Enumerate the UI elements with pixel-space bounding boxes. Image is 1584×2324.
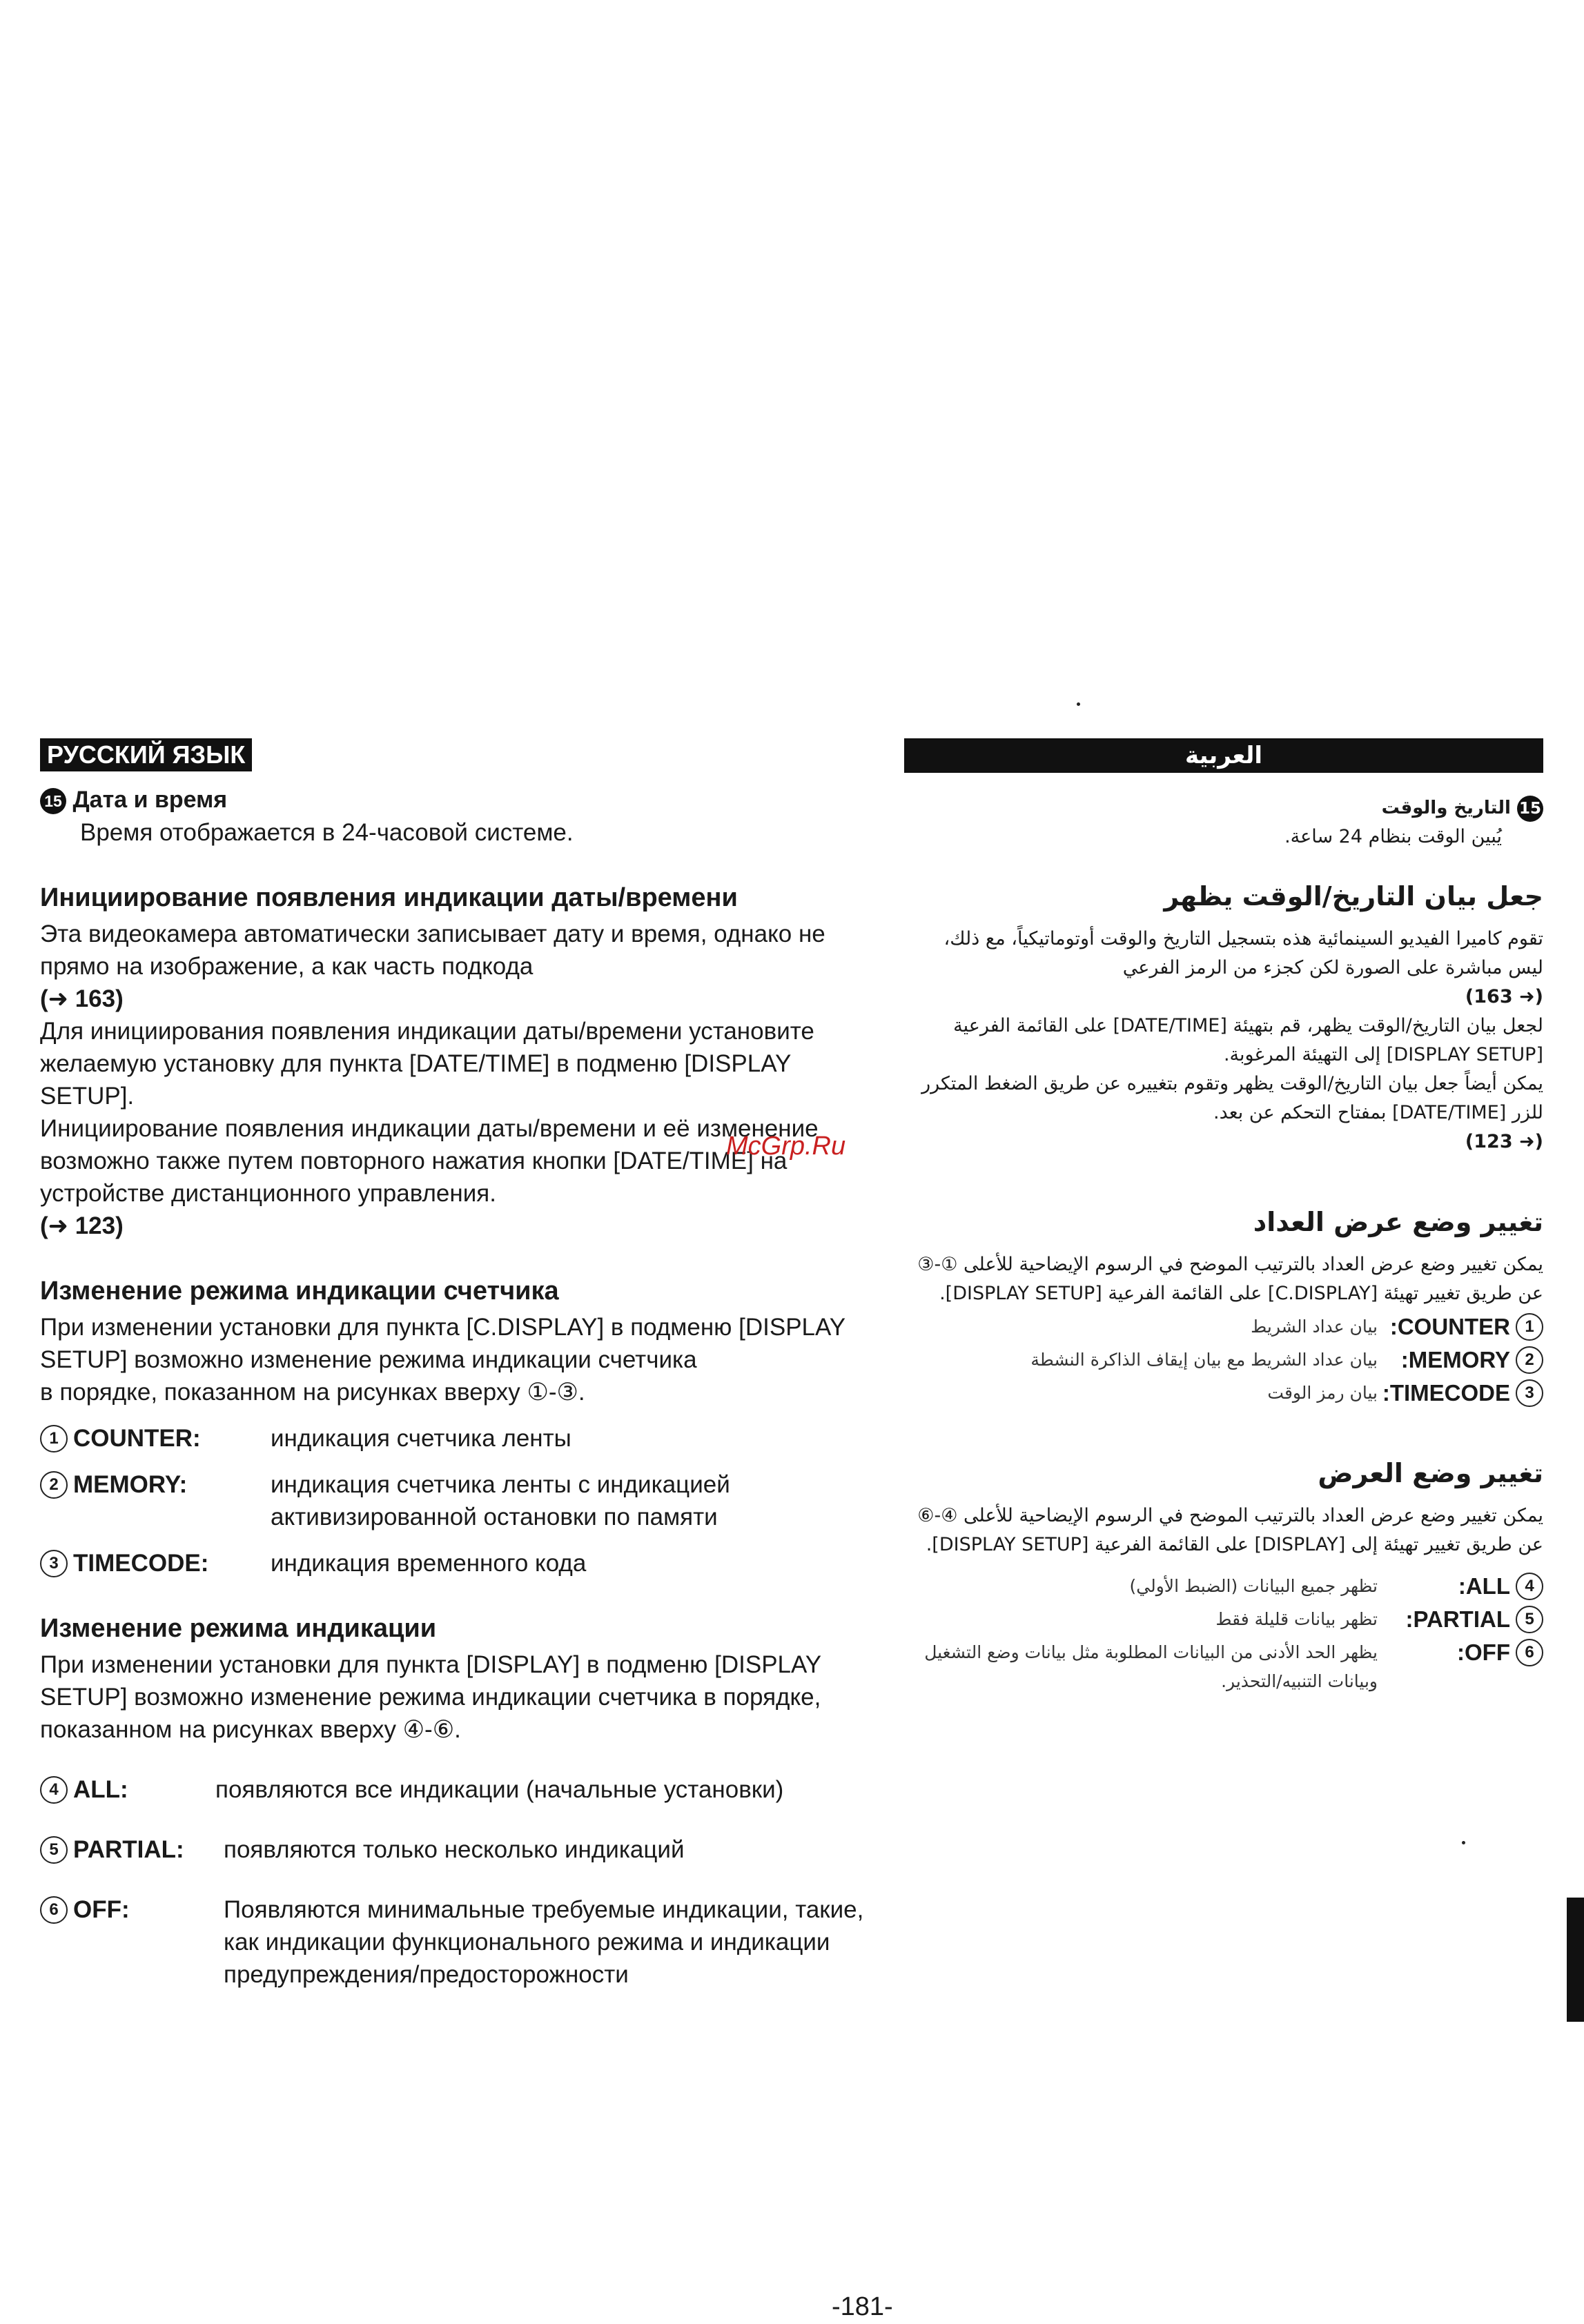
- option-label: OFF:: [1457, 1639, 1510, 1665]
- option-description: появляются только несколько индикаций: [224, 1836, 685, 1863]
- option-label: MEMORY:: [1400, 1347, 1510, 1372]
- watermark-text: McGrp.Ru: [726, 1132, 846, 1161]
- option-label: COUNTER:: [73, 1425, 201, 1452]
- section-heading-display: تغيير وضع العرض: [1318, 1458, 1543, 1488]
- circled-number: 2: [1516, 1346, 1543, 1374]
- option-item: [40, 1468, 868, 1533]
- section-heading-datetime: Инициирование появления индикации даты/времени: [40, 883, 738, 912]
- option-label: TIMECODE:: [73, 1550, 209, 1577]
- option-label: TIMECODE:: [1382, 1380, 1510, 1406]
- paragraph-text: يمكن تغيير وضع عرض العداد بالترتيب الموضح في الرسوم الإيضاحية للأعلى ①-③ عن طريق تغيير تهيئة [C.DISPLAY] على القائمة الفرعية [DISPLAY SETUP].: [917, 1254, 1543, 1304]
- item-15-text: يُبين الوقت بنظام 24 ساعة.: [1284, 826, 1502, 847]
- item-number-badge: 15: [40, 788, 66, 814]
- page-reference: (➜ 123): [1465, 1131, 1543, 1152]
- option-description: индикация счетчика ленты: [271, 1425, 571, 1452]
- circled-number: 5: [40, 1836, 68, 1864]
- option-description: индикация счетчика ленты с индикацией активизированной остановки по памяти: [271, 1471, 730, 1530]
- arabic-column: [904, 738, 1543, 1696]
- option-label: OFF:: [73, 1896, 130, 1923]
- page-number: -181-: [832, 2292, 893, 2321]
- scan-speck: [1462, 1841, 1465, 1844]
- item-15-heading: [904, 794, 1543, 823]
- paragraph-text: Инициирование появления индикации даты/времени и её изменение возможно также путем повторного нажатия кнопки [DATE/TIME] на устройстве дистанционного управления.: [40, 1115, 819, 1207]
- russian-column: [40, 738, 868, 1991]
- option-item: [40, 1422, 868, 1455]
- item-15-text: Время отображается в 24-часовой системе.: [80, 819, 574, 846]
- option-item: [904, 1312, 1543, 1341]
- option-label: ALL:: [73, 1776, 128, 1803]
- option-item: [40, 1773, 868, 1806]
- option-label: PARTIAL:: [1405, 1606, 1510, 1632]
- paragraph-text: При изменении установки для пункта [C.DISPLAY] в подменю [DISPLAY SETUP] возможно изменение режима индикации счетчика: [40, 1314, 845, 1373]
- item-15-heading: [40, 784, 868, 816]
- circled-number: 1: [40, 1425, 68, 1452]
- paragraph-text: Эта видеокамера автоматически записывает дату и время, однако не прямо на изображение, а как часть подкода: [40, 920, 825, 980]
- scan-speck: [1077, 702, 1080, 706]
- option-description: يظهر الحد الأدنى من البيانات المطلوبة مثل بيانات وضع التشغيل وبيانات التنبيه/التحذير.: [924, 1642, 1378, 1691]
- paragraph-text: لجعل بيان التاريخ/الوقت يظهر، قم بتهيئة [DATE/TIME] على القائمة الفرعية [DISPLAY SETUP] إلى التهيئة المرغوبة.: [953, 1015, 1543, 1065]
- paragraph-text: Для инициирования появления индикации даты/времени установите желаемую установку для пункта [DATE/TIME] в подменю [DISPLAY SETUP].: [40, 1018, 814, 1110]
- option-description: تظهر جميع البيانات (الضبط الأولي): [1129, 1576, 1378, 1596]
- option-description: بيان رمز الوقت: [1267, 1383, 1378, 1403]
- section-heading-counter: تغيير وضع عرض العداد: [1253, 1207, 1543, 1237]
- section-heading-datetime: جعل بيان التاريخ/الوقت يظهر: [1164, 881, 1543, 912]
- item-number-badge: 15: [1517, 796, 1543, 822]
- option-description: появляются все индикации (начальные установки): [215, 1776, 784, 1803]
- option-item: [904, 1572, 1543, 1601]
- option-label: MEMORY:: [73, 1471, 188, 1498]
- section-heading-counter: Изменение режима индикации счетчика: [40, 1277, 559, 1306]
- item-15-title: Дата и время: [72, 787, 228, 813]
- page-reference: (➜ 123): [40, 1212, 124, 1239]
- paragraph-text: تقوم كاميرا الفيديو السينمائية هذه بتسجيل التاريخ والوقت أوتوماتيكياً، مع ذلك، ليس مباشرة على الصورة لكن كجزء من الرمز الفرعي: [943, 928, 1543, 978]
- option-item: [904, 1605, 1543, 1634]
- circled-number: 1: [1516, 1313, 1543, 1341]
- option-item: [904, 1346, 1543, 1375]
- edge-tab-marker: [1567, 1898, 1584, 2022]
- circled-number: 3: [40, 1550, 68, 1577]
- circled-number: 4: [40, 1776, 68, 1804]
- circled-number: 3: [1516, 1379, 1543, 1407]
- option-label: PARTIAL:: [73, 1836, 184, 1863]
- paragraph-text: يمكن تغيير وضع عرض العداد بالترتيب الموضح في الرسوم الإيضاحية للأعلى ④-⑥ عن طريق تغيير تهيئة إلى [DISPLAY] على القائمة الفرعية [DISPLAY SETUP].: [917, 1505, 1543, 1555]
- paragraph-text: При изменении установки для пункта [DISPLAY] в подменю [DISPLAY SETUP] возможно изменение режима индикации счетчика в порядке, показанном на рисунках вверху ④-⑥.: [40, 1651, 821, 1743]
- circled-number: 6: [40, 1896, 68, 1924]
- option-item: [40, 1893, 868, 1991]
- option-item: [904, 1379, 1543, 1408]
- option-label: COUNTER:: [1389, 1314, 1510, 1339]
- option-description: بيان عداد الشريط مع بيان إيقاف الذاكرة النشطة: [1030, 1350, 1378, 1370]
- option-description: تظهر بيانات قليلة فقط: [1215, 1609, 1378, 1629]
- item-15-title: التاريخ والوقت: [1381, 798, 1511, 818]
- language-tab-arabic: العربية: [904, 738, 1543, 773]
- section-heading-display: Изменение режима индикации: [40, 1614, 437, 1643]
- paragraph-text: يمكن أيضاً جعل بيان التاريخ/الوقت يظهر وتقوم بتغييره عن طريق الضغط المتكرر للزر [DATE/TIME] بمفتاح التحكم عن بعد.: [921, 1073, 1543, 1123]
- page-reference: (➜ 163): [40, 985, 124, 1012]
- circled-number: 6: [1516, 1639, 1543, 1666]
- circled-number: 4: [1516, 1573, 1543, 1600]
- option-label: ALL:: [1458, 1573, 1510, 1599]
- option-description: индикация временного кода: [271, 1550, 587, 1577]
- circled-number: 2: [40, 1471, 68, 1499]
- page-reference: (➜ 163): [1465, 986, 1543, 1007]
- paragraph-text: в порядке, показанном на рисунках вверху ①-③.: [40, 1379, 585, 1406]
- option-item: [40, 1833, 868, 1866]
- option-description: Появляются минимальные требуемые индикации, такие, как индикации функционального режима и индикации предупреждения/предосторожности: [224, 1896, 864, 1988]
- option-item: [904, 1638, 1543, 1696]
- circled-number: 5: [1516, 1606, 1543, 1633]
- option-description: بيان عداد الشريط: [1251, 1317, 1378, 1337]
- option-item: [40, 1547, 868, 1579]
- language-tab-russian: РУССКИЙ ЯЗЫК: [40, 738, 252, 771]
